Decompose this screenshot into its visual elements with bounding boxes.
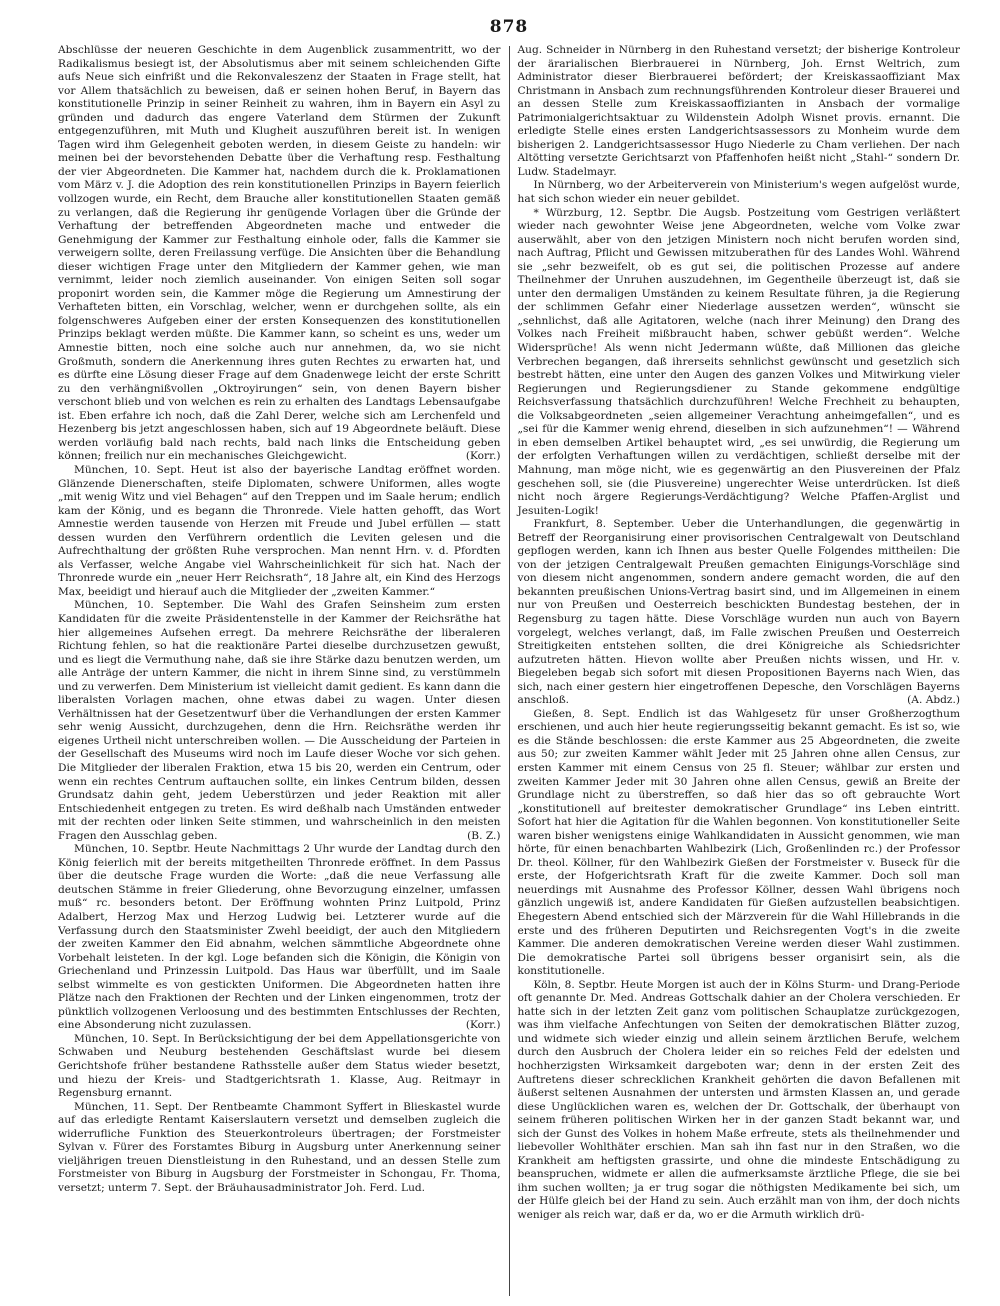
article-paragraph	[518, 979, 961, 1223]
article-paragraph	[518, 708, 961, 979]
left-column	[58, 44, 509, 1296]
text-columns	[58, 44, 960, 1296]
paragraph-text: München, 11. Sept. Der Rentbeamte Chammont Syffert in Blieskastel wurde auf das erledigte Rentamt Kaiserslautern versetzt und demselben zugleich die widerrufliche Funktion des Steuerkontroleurs übertragen; der Forstmeister Sylvan v. Fürer des Forstamtes Biburg in Augsburg unter Anerkennung seiner vieljährigen treuen Dienstleistung in den Ruhestand, und an dessen Stelle zum Forstmeister von Biburg in Augsburg der Forstmeister in Schongau, Fr. Thoma, versetzt; unterm 7. Sept. der Bräuhausadministrator Joh. Ferd. Lud.	[58, 1100, 501, 1194]
source-attribution: (B. Z.)	[467, 829, 501, 842]
paragraph-text: * Würzburg, 12. Septbr. Die Augsb. Postzeitung vom Gestrigen verläßtert wieder nach gewohnter Weise jene Abgeordneten, welche vom Volke zwar auserwählt, aber von den jetzigen Ministern noch nicht berufen worden sind, nach Auftrag, Pflicht und Gewissen mitzuberathen für des Landes Wohl. Während sie „sehr bezweifelt, ob es gut sei, die politischen Prozesse auf andere Theilnehmer der Unruhen auszudehnen, im Gegentheile überzeugt ist, daß sie unter den dermaligen Umständen zu keinem Resultate führen, ja die Regierung der schlimmen Gefahr einer Niederlage aussetzen werden“, wünscht sie „sehnlichst, daß alle Agitatoren, welche (nach ihrer Meinung) den Drang des Volkes nach Freiheit mißbraucht haben, schwer gebüßt werden“. Welche Widersprüche! Als wenn nicht Jedermann wüßte, daß Millionen das gleiche Verbrechen begangen, daß ihrerseits sehnlichst gewünscht und gesetzlich sich bestrebt hätten, eine unter den Augen des ganzen Volkes und Mitwirkung vieler Regierungen und Regierungsdiener zu Stande gekommene endgültige Reichsverfassung thatsächlich durchzuführen! Welche Frechheit zu behaupten, die Volksabgeordneten „seien allgemeiner Verachtung anheimgefallen“, und es „sei für die Kammer wenig ehrend, dieselben in sich aufzunehmen“! — Während in eben demselben Artikel behauptet wird, „es sei unwürdig, die Regierung um der erfolgten Verhaftungen willen zu verdächtigen, schließt derselbe mit der Mahnung, man möge nicht, wie es gegenwärtig an den Piusvereinen der Pfalz geschehen soll, sie (die Piusvereine) ungerechter Weise unterdrücken. Ist dieß nicht noch ärgere Regierungs-Verdächtigung? Welche Pfaffen-Arglist und Jesuiten-Logik!	[517, 206, 960, 517]
page-number: 878	[489, 17, 529, 37]
source-attribution: (A. Abdz.)	[907, 694, 960, 707]
paragraph-text: In Nürnberg, wo der Arbeiterverein von Ministerium's wegen aufgelöst wurde, hat sich schon wieder ein neuer gebildet.	[517, 179, 960, 206]
source-attribution: (Korr.)	[465, 1019, 501, 1032]
paragraph-text: München, 10. Sept. In Berücksichtigung der bei dem Appellationsgerichte von Schwaben und Neuburg bestehenden Geschäftslast wurde bei diesem Gerichtshofe früher bestandene Rathsstelle außer dem Status wieder besetzt, und hiezu der Kreis- und Stadtgerichtsrath 1. Klasse, Aug. Reitmayr in Regensburg ernannt.	[58, 1032, 501, 1100]
paragraph-text: München, 10. Sept. Heut ist also der bayerische Landtag eröffnet worden. Glänzende Dienerschaften, steife Diplomaten, schwere Uniformen, alles wogte „mit wenig Witz und viel Behagen“ auf den Treppen und im Saale herum; endlich kam der König, und es begann die Thronrede. Viele hatten gehofft, das Wort Amnestie werden tausende von Herzen mit Freude und Jubel erfüllen — statt dessen wurden den Verführern ordentlich die Leviten gelesen und die Aufrechthaltung der größten Ruhe versprochen. Man nennt Hrn. v. d. Pfordten als Verfasser, welche Angabe viel Wahrscheinlichkeit für sich hat. Nach der Thronrede wurde ein „neuer Herr Reichsrath“, 18 Jahre alt, ein Kind des Herzogs Max, beeidigt und hierauf auch die Mitglieder der „zweiten Kammer.“	[58, 463, 501, 598]
paragraph-text: München, 10. Septbr. Heute Nachmittags 2 Uhr wurde der Landtag durch den König feierlich mit der bereits mitgetheilten Thronrede eröffnet. In dem Passus über die deutsche Frage wurden die Worte: „daß die neue Verfassung alle deutschen Stämme in freier Gliederung, ohne Bevorzugung einzelner, umfassen muß“ rc. besonders betont. Der Eröffnung wohnten Prinz Luitpold, Prinz Adalbert, Herzog Max und Herzog Ludwig bei. Letzterer wurde auf die Verfassung durch den Staatsminister Zwehl beeidigt, der auch den Mitgliedern der zweiten Kammer den Eid abnahm, welchen sämmtliche Abgeordnete ohne Vorbehalt leisteten. In der kgl. Loge befanden sich die Königin, die Königin von Griechenland und Prinzessin Luitpold. Das Haus war überfüllt, und im Saale selbst wimmelte es von gestickten Uniformen. Die Abgeordneten hatten ihre Plätze nach den Fraktionen der Rechten und der Linken eingenommen, trotz der pünktlich vollzogenen Verloosung und des bestimmten Entschlusses der Rechten, eine Absonderung nicht zuzulassen.	[58, 843, 501, 1032]
paragraph-text: Köln, 8. Septbr. Heute Morgen ist auch der in Kölns Sturm- und Drang-Periode oft genannte Dr. Med. Andreas Gottschalk dahier an der Cholera verschieden. Er hatte sich in der letzten Zeit ganz vom politischen Schauplatze zurückgezogen, was ihm vielfache Anfechtungen von Seiten der demokratischen Blätter zuzog, und widmete sich wieder einzig und allein seinem ärztlichen Berufe, welchem durch den Ausbruch der Cholera leider ein so reiches Feld der edelsten und hochherzigsten Wirksamkeit dargeboten war; denn in der ersten Zeit des Auftretens dieser schrecklichen Krankheit gehörten die davon Befallenen mit äußerst seltenen Ausnahmen der untersten und ärmsten Klassen an, und gerade diese Unglücklichen waren es, welchen der Dr. Gottschalk, der überhaupt von seinem früheren politischen Wirken her in der ganzen Stadt bekannt war, und sich der Gunst des Volkes in hohem Maße erfreute, stets als theilnehmender und liebevoller Wohlthäter erschien. Man sah ihn fast nur in den Straßen, wo die Krankheit am heftigsten grassirte, und ohne die mindeste Entschädigung zu beanspruchen, widmete er allen die aufmerksamste ärztliche Pflege, die sie bei ihm suchen wollten; ja er trug sogar die nöthigsten Medikamente bei sich, um der Hülfe gleich bei der Hand zu sein. Auch erzählt man von ihm, der doch nichts weniger als reich war, daß er da, wo er die Armuth wirklich drü-	[517, 978, 960, 1222]
article-paragraph	[58, 464, 501, 599]
paragraph-text: Abschlüsse der neueren Geschichte in dem Augenblick zusammentritt, wo der Radikalismus besiegt ist, der Absolutismus aber mit seinem schleichenden Gifte aufs Neue sich einfrißt und die Rekonvaleszenz der Staaten in Frage stellt, hat vor Allem thatsächlich zu beweisen, daß er seinen hohen Beruf, in Bayern das konstitutionelle Prinzip in seiner Reinheit zu wahren, ihm in Bayern ein Asyl zu gründen und dadurch das engere Vaterland dem Stürmen der Zukunft entgegenzuführen, mit Muth und Klugheit auszuführen bereit ist. In wenigen Tagen wird ihm Gelegenheit geboten werden, in diesem Geiste zu handeln: wir meinen bei der bevorstehenden Debatte über die Verhaftung resp. Festhaltung der vier Abgeordneten. Die Kammer hat, nachdem durch die k. Proklamationen vom März v. J. die Adoption des rein konstitutionellen Prinzips in Bayern feierlich vollzogen wurde, ein Recht, dem Brauche aller konstitutionellen Staaten gemäß zu verlangen, daß die Regierung ihr genügende Vorlagen über die Gründe der Verhaftung der betreffenden Abgeordneten mache und entweder die Genehmigung der Kammer zur Festhaltung einhole oder, falls die Kammer sie verweigern sollte, deren Freilassung verfüge. Die Ansichten über die Behandlung dieser wichtigen Frage unter den Mitgliedern der Kammer gehen, wie man vernimmt, leider noch ziemlich auseinander. Von einigen Seiten soll sogar proponirt worden sein, die Kammer möge die Regierung um Amnestirung der Verhafteten bitten, ein Vorschlag, welcher, wenn er durchgehen sollte, als ein folgenschweres Aufgeben einer der ersten Konsequenzen des konstitutionellen Prinzips beklagt werden müßte. Die Kammer kann, so scheint es uns, weder um Amnestie bitten, noch eine solche auch nur annehmen, da, wo sie nicht Großmuth, sondern die Anerkennung ihres guten Rechtes zu erwarten hat, und es dürfte eine Lösung dieser Frage auf dem Gnadenwege leicht der erste Schritt zu den verhängnißvollen „Oktroyirungen“ sein, von denen Bayern bisher verschont blieb und von welchen es rein zu erhalten des Landtags Lebensaufgabe ist. Eben erfahre ich noch, daß die Zahl Derer, welche sich am Lerchenfeld und Hezenberg bis jetzt angeschlossen haben, sich auf 19 Abgeordnete beläuft. Diese werden vorläufig bald nach rechts, bald nach links die Entscheidung geben können; freilich nur ein mechanisches Gleichgewicht.	[58, 44, 501, 463]
article-paragraph	[58, 44, 501, 464]
paragraph-text: Aug. Schneider in Nürnberg in den Ruhestand versetzt; der bisherige Kontroleur der ärarialischen Bierbrauerei in Nürnberg, Joh. Ernst Weltrich, zum Administrator dieser Bierbrauerei befördert; der Kreiskassaoffiziant Max Christmann in Ansbach zum rechnungsführenden Kontroleur dieser Brauerei und an dessen Stelle zum Kreiskassaoffizianten in Ansbach der vormalige Patrimonialgerichtsaktuar zu Wildenstein Adolph Wisnet provis. ernannt. Die erledigte Stelle eines ersten Landgerichtsassessors zu Monheim wurde dem bisherigen 2. Landgerichtsassessor Hugo Niederle zu Cham verliehen. Der nach Altötting versetzte Gerichtsarzt von Pfaffenhofen heißt nicht „Stahl-“ sondern Dr. Ludw. Stadelmayr.	[517, 44, 960, 178]
article-paragraph	[58, 843, 501, 1033]
article-paragraph	[58, 599, 501, 843]
article-paragraph	[518, 179, 961, 206]
paragraph-text: München, 10. September. Die Wahl des Grafen Seinsheim zum ersten Kandidaten für die zweite Präsidentenstelle in der Kammer der Reichsräthe hat hier allgemeines Aufsehen erregt. Da mehrere Reichsräthe der liberaleren Richtung fehlen, so hat die reaktionäre Partei dieselbe durchzusetzen gewußt, und es liegt die Vermuthung nahe, daß sie ihre Stärke dazu benutzen werden, um alle Anträge der untern Kammer, die nicht in ihrem Sinne sind, zu verstümmeln und zu verwerfen. Dem Ministerium ist vielleicht damit gedient. Es kann dann die liberalsten Vorlagen machen, ohne etwas dabei zu wagen. Unter diesen Verhältnissen hat der Gesetzentwurf über die Verhandlungen der ersten Kammer sehr wenig Aussicht, durchzugehen, denn die Hrn. Reichsräthe werden ihr eigenes Urtheil nicht unterschreiben wollen. — Die Ausscheidung der Parteien in der Gesellschaft des Museums wird noch im Laufe dieser Woche vor sich gehen. Die Mitglieder der liberalen Fraktion, etwa 15 bis 20, werden ein Centrum, oder wenn ein rechtes Centrum auftauchen sollte, ein linkes Centrum bilden, dessen Grundsatz dahin geht, jedem Ueberstürzen und jeder Reaktion mit aller Entschiedenheit entgegen zu treten. Es wird deßhalb nach Umständen entweder mit der rechten oder linken Seite stimmen, und wahrscheinlich in den meisten Fragen den Ausschlag geben.	[58, 599, 501, 842]
right-column	[510, 44, 961, 1296]
paragraph-text: Gießen, 8. Sept. Endlich ist das Wahlgesetz für unser Großherzogthum erschienen, und auch hier heute regierungsseitig bekannt gemacht. Es ist so, wie es die Stände beschlossen: die erste Kammer aus 25 Abgeordneten, die zweite aus 50; zur zweiten Kammer wählt Jeder mit 25 Jahren ohne allen Census, zur ersten Kammer mit einem Census von 25 fl. Steuer; wählbar zur ersten und zweiten Kammer Jeder mit 30 Jahren ohne allen Census, gewiß an Breite der Grundlage nicht zu überstreffen, so daß hier das so oft gebrauchte Wort „konstitutionell auf breitester demokratischer Grundlage“ ins Leben eintritt. Sofort hat hier die Agitation für die Wahlen begonnen. Von konstitutioneller Seite waren bisher wenigstens einige Wahlkandidaten in Aussicht genommen, wie man hörte, für einen benachbarten Wahlbezirk (Lich, Großenlinden rc.) der Professor Dr. theol. Köllner, für den Wahlbezirk Gießen der Forstmeister v. Buseck für die erste, der Hofgerichtsrath Kraft für die zweite Kammer. Doch soll man neuerdings mit Ausnahme des Professor Köllner, dessen Wahl übrigens noch gänzlich ungewiß ist, andere Kandidaten für Gießen aufzustellen beabsichtigen. Ehegestern Abend entschied sich der Märzverein für die Wahl Hillebrands in die erste und des früheren Deputirten und Reichsregenten Vogt's in die zweite Kammer. Die anderen demokratischen Vereine werden dieser Wahl zustimmen. Die demokratische Partei soll übrigens besser organisirt sein, als die konstitutionelle.	[517, 707, 960, 978]
article-paragraph	[518, 518, 961, 708]
article-paragraph	[518, 44, 961, 179]
article-paragraph	[58, 1033, 501, 1101]
paragraph-text: Frankfurt, 8. September. Ueber die Unterhandlungen, die gegenwärtig in Betreff der Reorganisirung einer provisorischen Centralgewalt von Deutschland gepflogen werden, kann ich Ihnen aus bester Quelle Folgendes mittheilen: Die von der jetzigen Centralgewalt Preußen gemachten Einigungs-Vorschläge sind von diesem nicht angenommen, sondern andere gemacht worden, die auf den bekannten preußischen Unions-Vertrag basirt sind, und im Allgemeinen in einem nur von Preußen und Oesterreich beschickten Bundestag bestehen, der in Regensburg zu tagen hätte. Diese Vorschläge wurden nun auch von Bayern vorgelegt, welches verlangt, daß, im Falle zwischen Preußen und Oesterreich Streitigkeiten entstehen sollten, die drei Königreiche als Schiedsrichter aufzutreten hätten. Hievon wollte aber Preußen nichts wissen, und Hr. v. Biegeleben begab sich sofort mit diesen Propositionen Bayerns nach Wien, das sich, nach einer gestern hier eingetroffenen Depesche, den Vorschlägen Bayerns anschloß.	[517, 518, 960, 707]
article-paragraph	[58, 1101, 501, 1196]
source-attribution: (Korr.)	[465, 450, 501, 463]
article-paragraph	[518, 207, 961, 519]
